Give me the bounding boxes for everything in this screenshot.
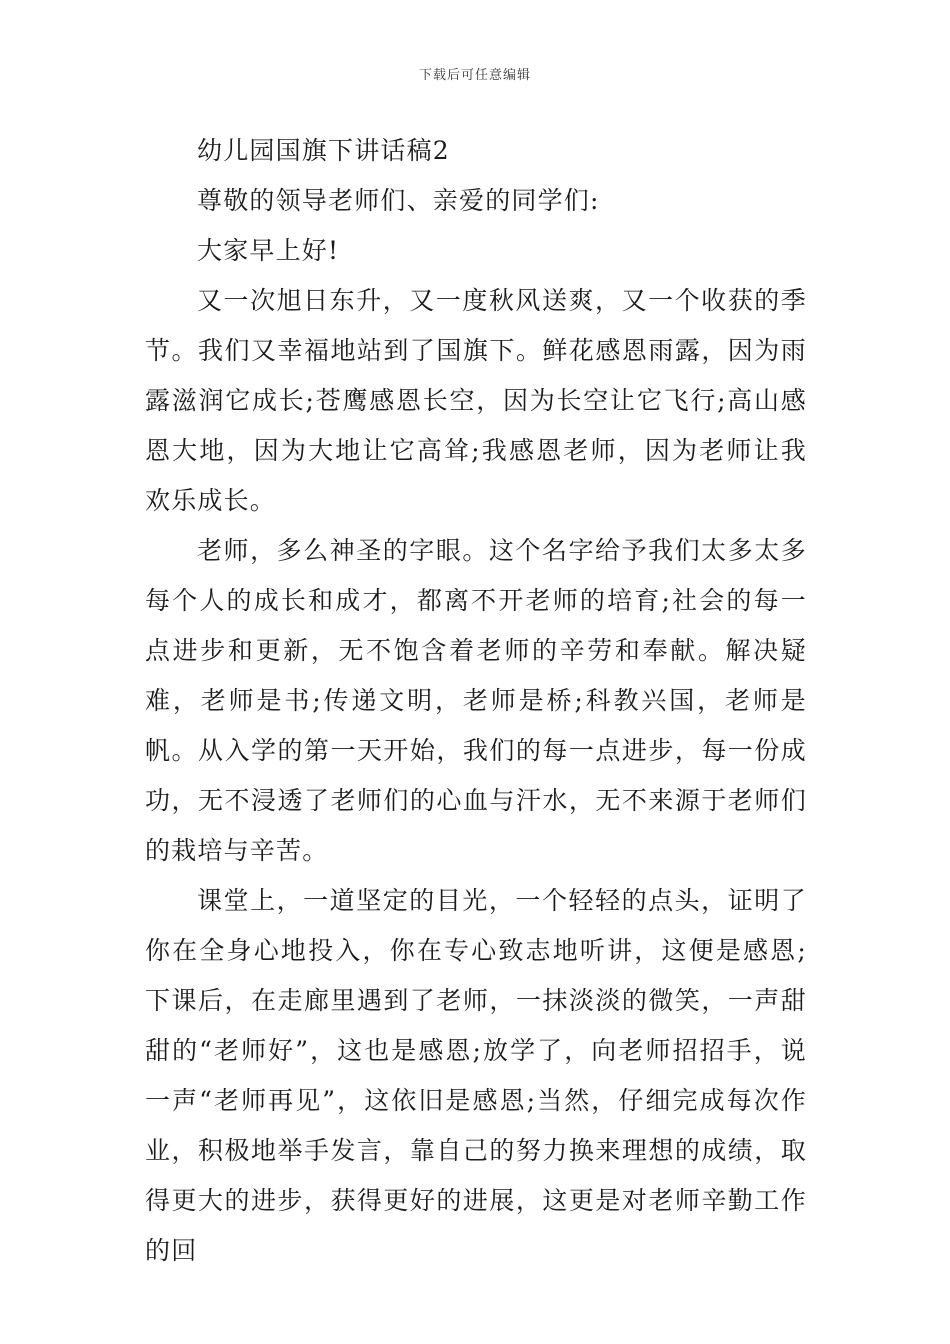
paragraph: 又一次旭日东升，又一度秋风送爽，又一个收获的季节。我们又幸福地站到了国旗下。鲜花感恩雨露，因为雨露滋润它成长;苍鹰感恩长空，因为长空让它飞行;高山感恩大地，因为大地让它高耸;我感恩老师，因为老师让我欢乐成长。 <box>145 286 807 515</box>
header-note: 下载后可任意编辑 <box>418 68 531 83</box>
paragraph: 老师，多么神圣的字眼。这个名字给予我们太多太多每个人的成长和成才，都离不开老师的培育;社会的每一点进步和更新，无不饱含着老师的辛劳和奉献。解决疑难，老师是书;传递文明，老师是桥;科教兴国，老师是帆。从入学的第一天开始，我们的每一点进步，每一份成功，无不浸透了老师们的心血与汗水，无不来源于老师们的栽培与辛苦。 <box>145 536 807 865</box>
document-body <box>145 126 807 1276</box>
greeting: 大家早上好! <box>197 236 340 265</box>
document-title: 幼儿园国旗下讲话稿2 <box>197 136 450 165</box>
salutation: 尊敬的领导老师们、亲爱的同学们: <box>197 186 600 215</box>
paragraph: 课堂上，一道坚定的目光，一个轻轻的点头，证明了你在全身心地投入，你在专心致志地听讲，这便是感恩;下课后，在走廊里遇到了老师，一抹淡淡的微笑，一声甜甜的“老师好”，这也是感恩;放学了，向老师招招手，说一声“老师再见”，这依旧是感恩;当然，仔细完成每次作业，积极地举手发言，靠自己的努力换来理想的成绩，取得更大的进步，获得更好的进展，这更是对老师辛勤工作的回 <box>145 886 807 1265</box>
